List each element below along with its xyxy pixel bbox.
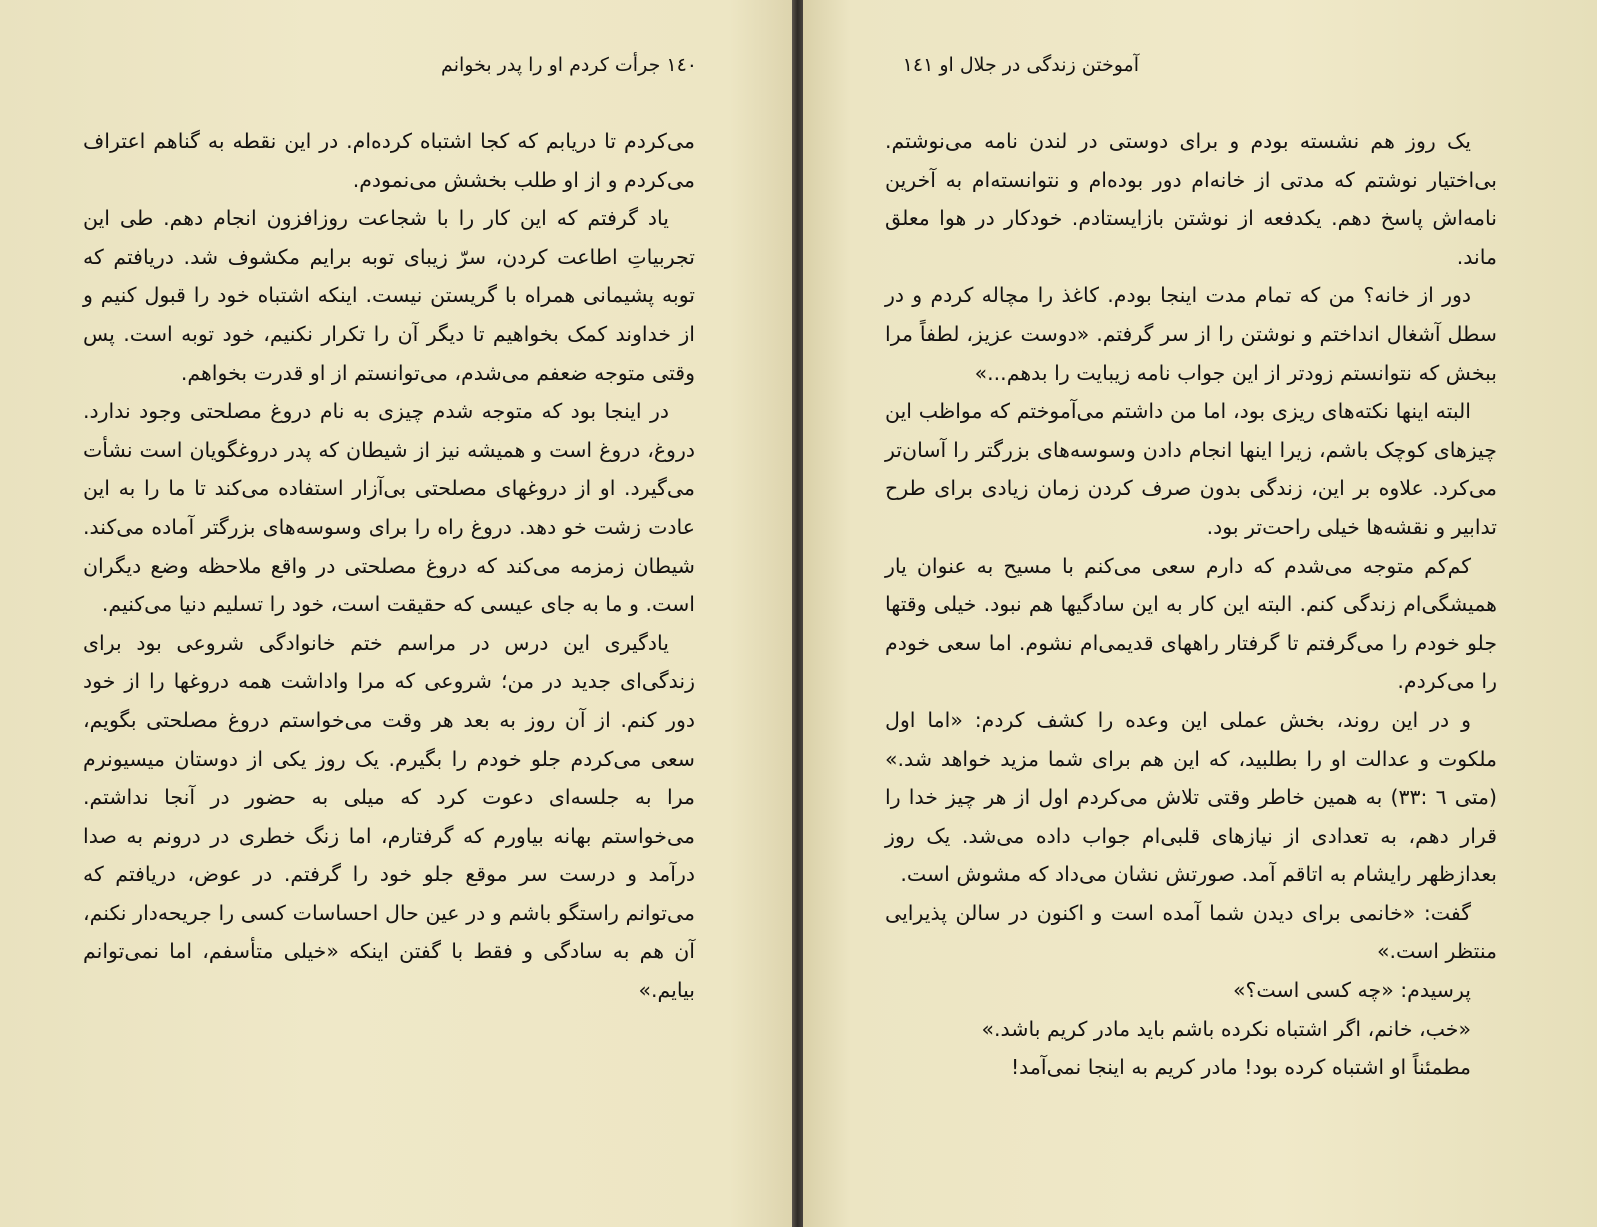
- paragraph: مطمئناً او اشتباه کرده بود! مادر کریم به اینجا نمی‌آمد!: [1010, 1055, 1471, 1080]
- paragraph: و در این روند، بخش عملی این وعده را کشف کردم: «اما اول ملکوت و عدالت او را بطلبید، که این هم برای شما مزید خواهد شد.» (متی ٦ :٣٣) به همین خاطر وقتی تلاش می‌کردم اول از هر چیز خدا را قرار دهم، به تعدادی از نیازهای قلبی‌ام جواب داده می‌شد. یک روز بعدازظهر رایشام به اتاقم آمد. صورتش نشان می‌داد که مشوش است.: [885, 707, 1497, 887]
- paragraph: یادگیری این درس در مراسم ختم خانوادگی شروعی بود برای زندگی‌ای جدید در من؛ شروعی که مرا واداشت همه دروغها را از خود دور کنم. از آن روز به بعد هر وقت می‌خواستم دروغ مصلحتی بگویم، سعی می‌کردم جلو خودم را بگیرم. یک روز یکی از دوستان میسیونرم مرا به جلسه‌ای دعوت کرد که میلی به حضور در آنجا نداشتم. می‌خواستم بهانه بیاورم که گرفتارم، اما زنگ خطری در درونم به صدا درآمد و درست سر موقع جلو خود را گرفتم. در عوض، دریافتم که می‌توانم راستگو باشم و در عین حال احساسات کسی را جریحه‌دار نکنم، آن هم به سادگی و فقط با گفتن اینکه «خیلی متأسفم، اما نمی‌توانم بیایم.»: [83, 630, 695, 1003]
- page-header: [441, 54, 697, 76]
- paragraph: «خب، خانم، اگر اشتباه نکرده باشم باید مادر کریم باشد.»: [981, 1016, 1471, 1041]
- book-gutter: [792, 0, 803, 1227]
- paragraph: می‌کردم تا دریابم که کجا اشتباه کرده‌ام. در این نقطه به گناهم اعتراف می‌کردم و از او طلب بخشش می‌نمودم.: [83, 129, 695, 192]
- running-title: جرأت کردم او را پدر بخوانم: [441, 54, 661, 76]
- page-header: [903, 54, 1139, 76]
- body-text: [83, 122, 695, 1010]
- paragraph: گفت: «خانمی برای دیدن شما آمده است و اکنون در سالن پذیرایی منتظر است.»: [885, 900, 1497, 964]
- paragraph: یاد گرفتم که این کار را با شجاعت روزافزون انجام دهم. طی این تجربیاتِ اطاعت کردن، سرّ زیبای توبه برایم مکشوف شد. دریافتم که توبه پشیمانی همراه با گریستن نیست. اینکه اشتباه خود را قبول کنیم و از خداوند کمک بخواهیم تا دیگر آن را تکرار نکنیم، خود توبه است. پس وقتی متوجه ضعفم می‌شدم، می‌توانستم از او قدرت بخواهم.: [83, 206, 695, 385]
- left-page: [0, 0, 792, 1227]
- paragraph: کم‌کم متوجه می‌شدم که دارم سعی می‌کنم با مسیح به عنوان یار همیشگی‌ام زندگی کنم. البته این کار به این سادگیها هم نبود. خیلی وقتها جلو خودم را می‌گرفتم تا گرفتار راههای قدیمی‌ام نشوم. اما سعی خودم را می‌کردم.: [885, 553, 1497, 694]
- page-number: ١٤١: [902, 54, 934, 76]
- paragraph: در اینجا بود که متوجه شدم چیزی به نام دروغ مصلحتی وجود ندارد. دروغ، دروغ است و همیشه نیز از شیطان که پدر دروغگویان است نشأت می‌گیرد. او از دروغهای مصلحتی بی‌آزار استفاده می‌کند تا ما را به این عادت زشت خو دهد. دروغ راه را برای وسوسه‌های بزرگتر آماده می‌کند. شیطان زمزمه می‌کند که دروغ مصلحتی در واقع ملاحظه وضع دیگران است. و ما به جای عیسی که حقیقت است، خود را تسلیم دنیا می‌کنیم.: [83, 399, 695, 617]
- paragraph: دور از خانه؟ من که تمام مدت اینجا بودم. کاغذ را مچاله کردم و در سطل آشغال انداختم و نوشتن را از سر گرفتم. «دوست عزیز، لطفاً مرا ببخش که نتوانستم زودتر از این جواب نامه زیبایت را بدهم...»: [885, 283, 1497, 385]
- running-title: آموختن زندگی در جلال او: [939, 54, 1139, 76]
- paragraph: یک روز هم نشسته بودم و برای دوستی در لندن نامه می‌نوشتم. بی‌اختیار نوشتم که مدتی از خانه‌ام دور بوده‌ام و نتوانسته‌ام به آخرین نامه‌اش پاسخ دهم. یکدفعه از نوشتن بازایستادم. خودکار در هوا معلق ماند.: [885, 129, 1497, 269]
- paragraph: پرسیدم: «چه کسی است؟»: [1232, 978, 1471, 1003]
- body-text: [885, 122, 1497, 1087]
- page-number: ١٤٠: [666, 54, 697, 76]
- paragraph: البته اینها نکته‌های ریزی بود، اما من داشتم می‌آموختم که مواظب این چیزهای کوچک باشم، زیرا اینها انجام دادن وسوسه‌های بزرگتر را آسان‌تر می‌کرد. علاوه بر این، زندگی بدون صرف کردن زمان زیادی برای طرح تدابیر و نقشه‌ها خیلی راحت‌تر بود.: [885, 399, 1497, 539]
- right-page: [803, 0, 1597, 1227]
